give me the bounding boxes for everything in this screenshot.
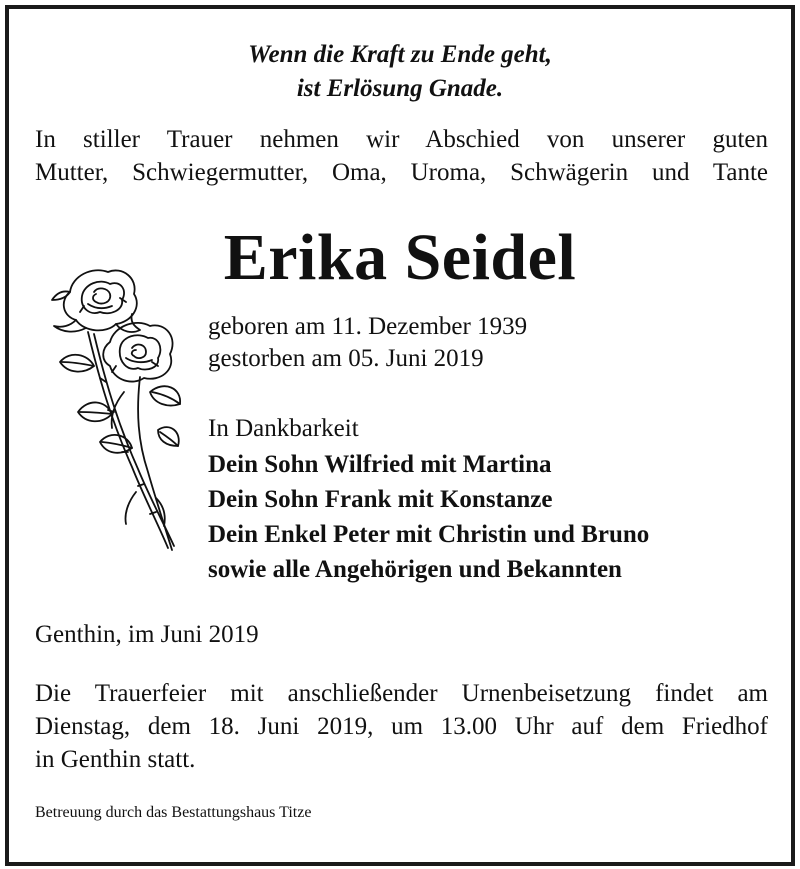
mourner-line: Dein Sohn Wilfried mit Martina: [208, 451, 552, 478]
deceased-name: Erika Seidel: [223, 221, 577, 294]
place-date: Genthin, im Juni 2019: [35, 621, 259, 648]
mourner-line: sowie alle Angehörigen und Bekannten: [208, 556, 622, 583]
intro-line-1: In stiller Trauer nehmen wir Abschied von unserer guten: [35, 126, 768, 153]
death-date: gestorben am 05. Juni 2019: [208, 345, 484, 372]
mourner-line: Dein Sohn Frank mit Konstanze: [208, 486, 553, 513]
service-line-3: in Genthin statt.: [35, 746, 196, 773]
mourner-line: Dein Enkel Peter mit Christin und Bruno: [208, 521, 650, 548]
mourners-list: [208, 447, 649, 587]
birth-date: geboren am 11. Dezember 1939: [208, 313, 528, 340]
rose-icon: [40, 262, 185, 554]
service-line-1: Die Trauerfeier mit anschließender Urnenbeisetzung findet am: [35, 680, 768, 707]
motto-line-2: ist Erlösung Gnade.: [296, 75, 504, 102]
intro-line-2: Mutter, Schwiegermutter, Oma, Uroma, Schwägerin und Tante: [35, 159, 768, 186]
service-info: [35, 677, 768, 776]
footer-credit: Betreuung durch das Bestattungshaus Titze: [35, 804, 312, 821]
motto-line-1: Wenn die Kraft zu Ende geht,: [248, 41, 552, 68]
service-line-2: Dienstag, dem 18. Juni 2019, um 13.00 Uhr auf dem Friedhof: [35, 713, 768, 740]
mourners-intro: In Dankbarkeit: [208, 415, 359, 442]
